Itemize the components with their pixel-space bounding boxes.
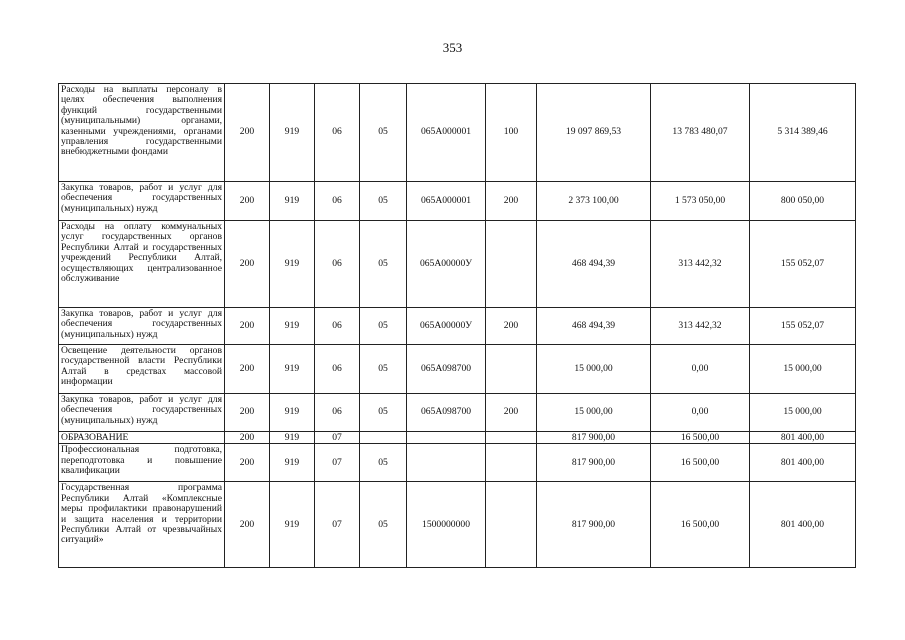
cell-c1: 200 [225,308,270,345]
cell-c3: 06 [315,308,360,345]
cell-c6: 200 [486,394,537,432]
cell-c4: 05 [360,182,407,221]
cell-v3: 800 050,00 [750,182,856,221]
row-description: Закупка товаров, работ и услуг для обеспечения государственных (муниципальных) нужд [59,394,225,432]
table-row [59,345,856,394]
cell-c3: 07 [315,444,360,482]
cell-c6: 100 [486,84,537,182]
cell-v3: 5 314 389,46 [750,84,856,182]
cell-v3: 801 400,00 [750,444,856,482]
cell-c5 [407,432,486,444]
cell-c2: 919 [270,84,315,182]
cell-v2: 313 442,32 [651,308,750,345]
cell-c5: 065А00000У [407,221,486,308]
cell-v3: 801 400,00 [750,432,856,444]
cell-v1: 468 494,39 [537,308,651,345]
table-row [59,432,856,444]
cell-c4 [360,432,407,444]
cell-v3: 801 400,00 [750,482,856,568]
cell-v2: 16 500,00 [651,432,750,444]
cell-c6 [486,345,537,394]
cell-v1: 817 900,00 [537,432,651,444]
cell-c3: 07 [315,482,360,568]
cell-v3: 15 000,00 [750,345,856,394]
cell-c2: 919 [270,345,315,394]
table-row [59,84,856,182]
cell-c5: 065А098700 [407,394,486,432]
cell-v1: 468 494,39 [537,221,651,308]
cell-v3: 15 000,00 [750,394,856,432]
cell-v1: 817 900,00 [537,444,651,482]
cell-c4: 05 [360,482,407,568]
table-row [59,221,856,308]
cell-v2: 313 442,32 [651,221,750,308]
cell-c5: 065А000001 [407,182,486,221]
cell-c1: 200 [225,84,270,182]
row-description: ОБРАЗОВАНИЕ [59,432,225,444]
cell-c1: 200 [225,394,270,432]
cell-v2: 1 573 050,00 [651,182,750,221]
cell-c6: 200 [486,182,537,221]
cell-c4: 05 [360,308,407,345]
cell-c6 [486,444,537,482]
page-number: 353 [442,40,463,55]
cell-c3: 06 [315,345,360,394]
cell-c4: 05 [360,394,407,432]
row-description: Государственная программа Республики Алтай «Комплексные меры профилактики правонарушений и защита населения и территории Республики Алтай от чрезвычайных ситуаций» [59,482,225,568]
cell-c6 [486,432,537,444]
cell-c4: 05 [360,84,407,182]
table-row [59,444,856,482]
cell-c5 [407,444,486,482]
cell-c1: 200 [225,221,270,308]
cell-v1: 817 900,00 [537,482,651,568]
row-description: Освещение деятельности органов государственной власти Республики Алтай в средствах массовой информации [59,345,225,394]
row-description: Профессиональная подготовка, переподготовка и повышение квалификации [59,444,225,482]
cell-c2: 919 [270,308,315,345]
cell-c4: 05 [360,221,407,308]
table-row [59,182,856,221]
cell-c5: 1500000000 [407,482,486,568]
cell-v1: 2 373 100,00 [537,182,651,221]
row-description: Расходы на выплаты персоналу в целях обеспечения выполнения функций государственными (муниципальными) органами, казенными учреждениями, органами управления государственными внебюджетными фондами [59,84,225,182]
cell-c5: 065А098700 [407,345,486,394]
cell-c3: 06 [315,394,360,432]
cell-c6: 200 [486,308,537,345]
cell-v1: 15 000,00 [537,394,651,432]
cell-c4: 05 [360,345,407,394]
cell-v3: 155 052,07 [750,221,856,308]
cell-c6 [486,482,537,568]
cell-c2: 919 [270,482,315,568]
cell-v1: 19 097 869,53 [537,84,651,182]
table-row [59,482,856,568]
table-row [59,394,856,432]
budget-table [58,83,856,568]
cell-c1: 200 [225,482,270,568]
row-description: Закупка товаров, работ и услуг для обеспечения государственных (муниципальных) нужд [59,308,225,345]
cell-c2: 919 [270,432,315,444]
cell-v3: 155 052,07 [750,308,856,345]
cell-c1: 200 [225,182,270,221]
cell-c5: 065А000001 [407,84,486,182]
cell-c3: 06 [315,221,360,308]
cell-c2: 919 [270,444,315,482]
cell-c2: 919 [270,221,315,308]
row-description: Закупка товаров, работ и услуг для обеспечения государственных (муниципальных) нужд [59,182,225,221]
row-description: Расходы на оплату коммунальных услуг государственных органов Республики Алтай и государственных учреждений Республики Алтай, осуществляющих централизованное обслуживание [59,221,225,308]
table-row [59,308,856,345]
cell-v2: 16 500,00 [651,482,750,568]
cell-c3: 06 [315,182,360,221]
cell-c1: 200 [225,432,270,444]
cell-v2: 13 783 480,07 [651,84,750,182]
cell-c1: 200 [225,444,270,482]
cell-v2: 0,00 [651,394,750,432]
cell-c2: 919 [270,394,315,432]
cell-c3: 06 [315,84,360,182]
cell-c4: 05 [360,444,407,482]
cell-v1: 15 000,00 [537,345,651,394]
cell-c3: 07 [315,432,360,444]
cell-c6 [486,221,537,308]
cell-c2: 919 [270,182,315,221]
cell-v2: 16 500,00 [651,444,750,482]
cell-c5: 065А00000У [407,308,486,345]
cell-c1: 200 [225,345,270,394]
cell-v2: 0,00 [651,345,750,394]
